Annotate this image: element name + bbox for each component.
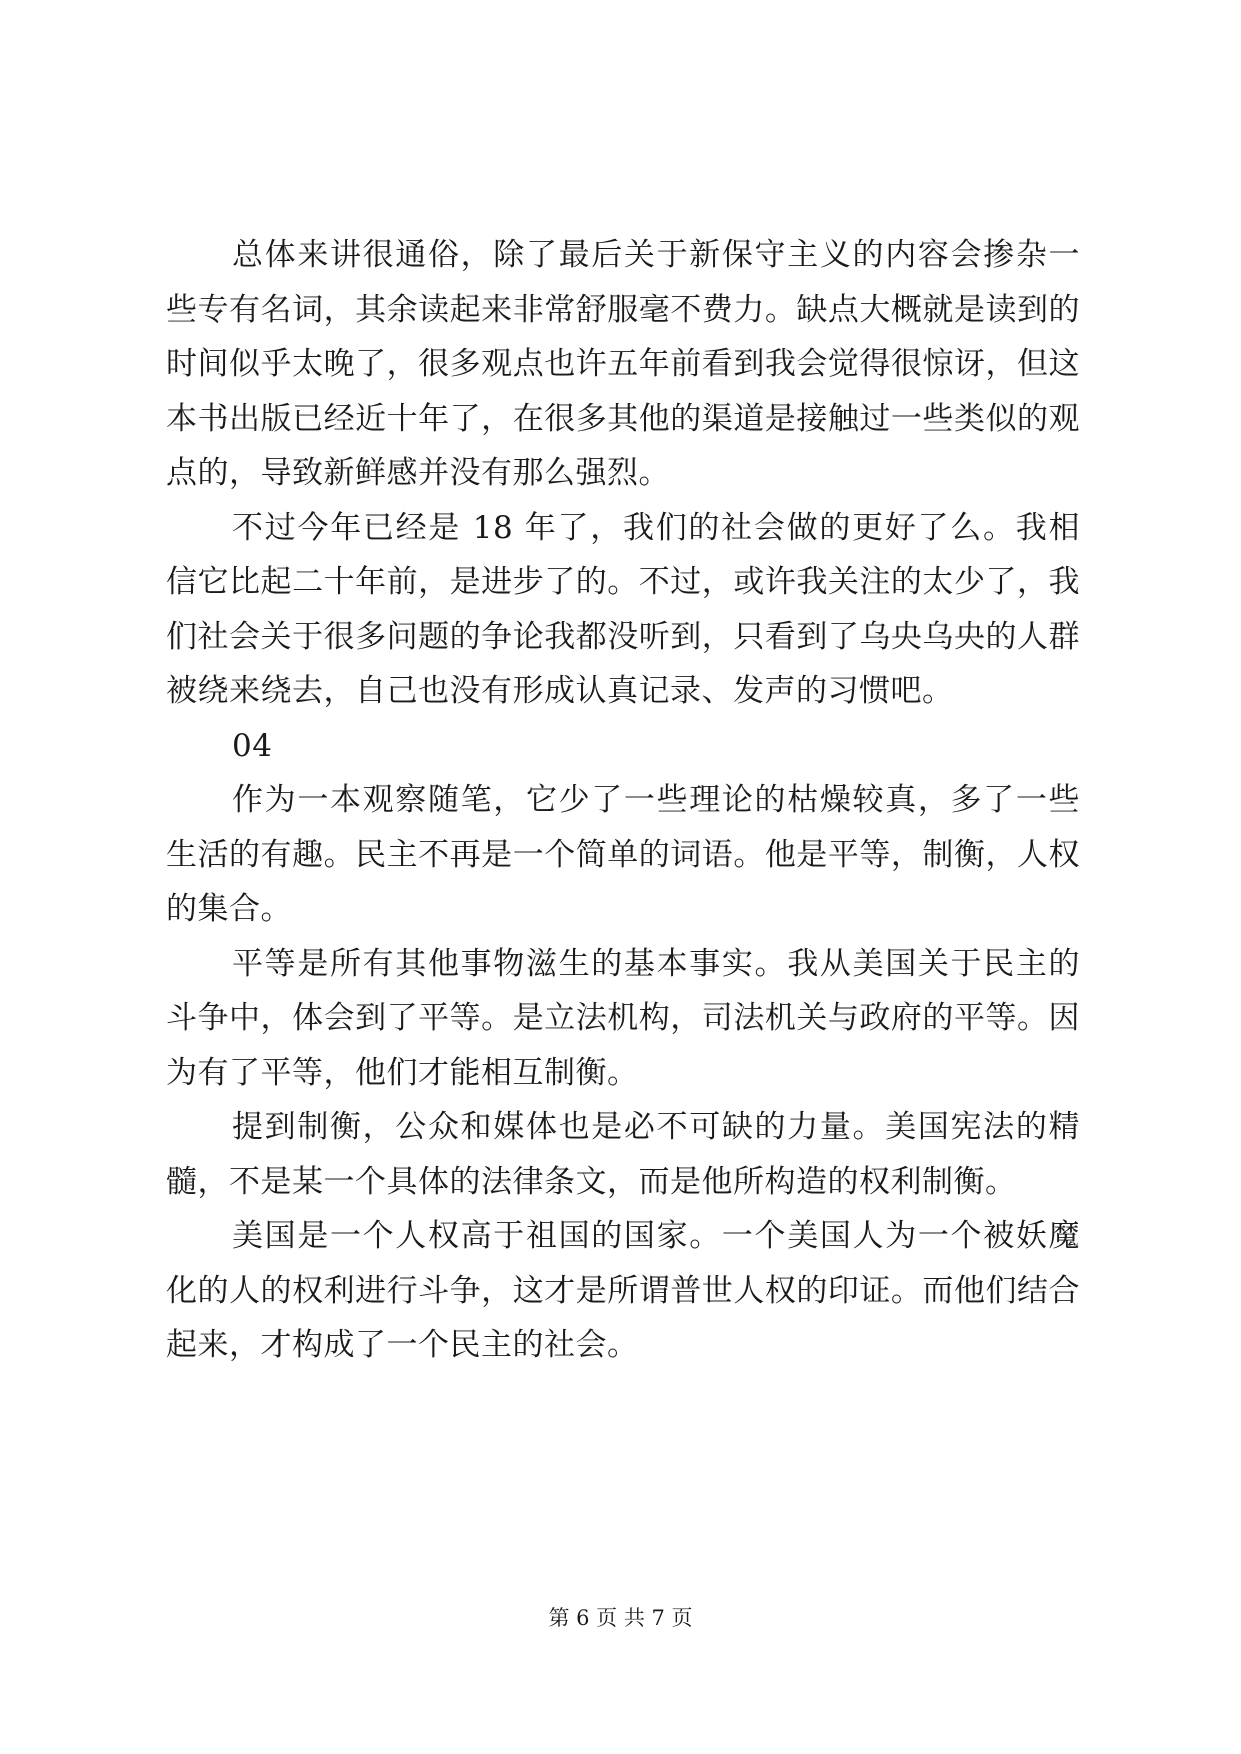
paragraph: 作为一本观察随笔，它少了一些理论的枯燥较真，多了一些生活的有趣。民主不再是一个简单的词语。他是平等，制衡，人权的集合。 (166, 782, 1080, 927)
page-footer: 第 6 页 共 7 页 (548, 1606, 693, 1630)
paragraph: 平等是所有其他事物滋生的基本事实。我从美国关于民主的斗争中，体会到了平等。是立法机构，司法机关与政府的平等。因为有了平等，他们才能相互制衡。 (166, 945, 1080, 1091)
paragraph: 不过今年已经是 18 年了，我们的社会做的更好了么。我相信它比起二十年前，是进步了的。不过，或许我关注的太少了，我们社会关于很多问题的争论我都没听到，只看到了乌央乌央的人群被绕来绕去，自己也没有形成认真记录、发声的习惯吧。 (166, 509, 1080, 709)
body-text (166, 228, 1080, 1373)
section-number: 04 (232, 727, 273, 764)
paragraph: 总体来讲很通俗，除了最后关于新保守主义的内容会掺杂一些专有名词，其余读起来非常舒服毫不费力。缺点大概就是读到的时间似乎太晚了，很多观点也许五年前看到我会觉得很惊讶，但这本书出版已经近十年了，在很多其他的渠道是接触过一些类似的观点的，导致新鲜感并没有那么强烈。 (166, 237, 1080, 491)
paragraph: 提到制衡，公众和媒体也是必不可缺的力量。美国宪法的精髓，不是某一个具体的法律条文，而是他所构造的权利制衡。 (166, 1109, 1080, 1200)
paragraph: 美国是一个人权高于祖国的国家。一个美国人为一个被妖魔化的人的权利进行斗争，这才是所谓普世人权的印证。而他们结合起来，才构成了一个民主的社会。 (166, 1218, 1080, 1363)
